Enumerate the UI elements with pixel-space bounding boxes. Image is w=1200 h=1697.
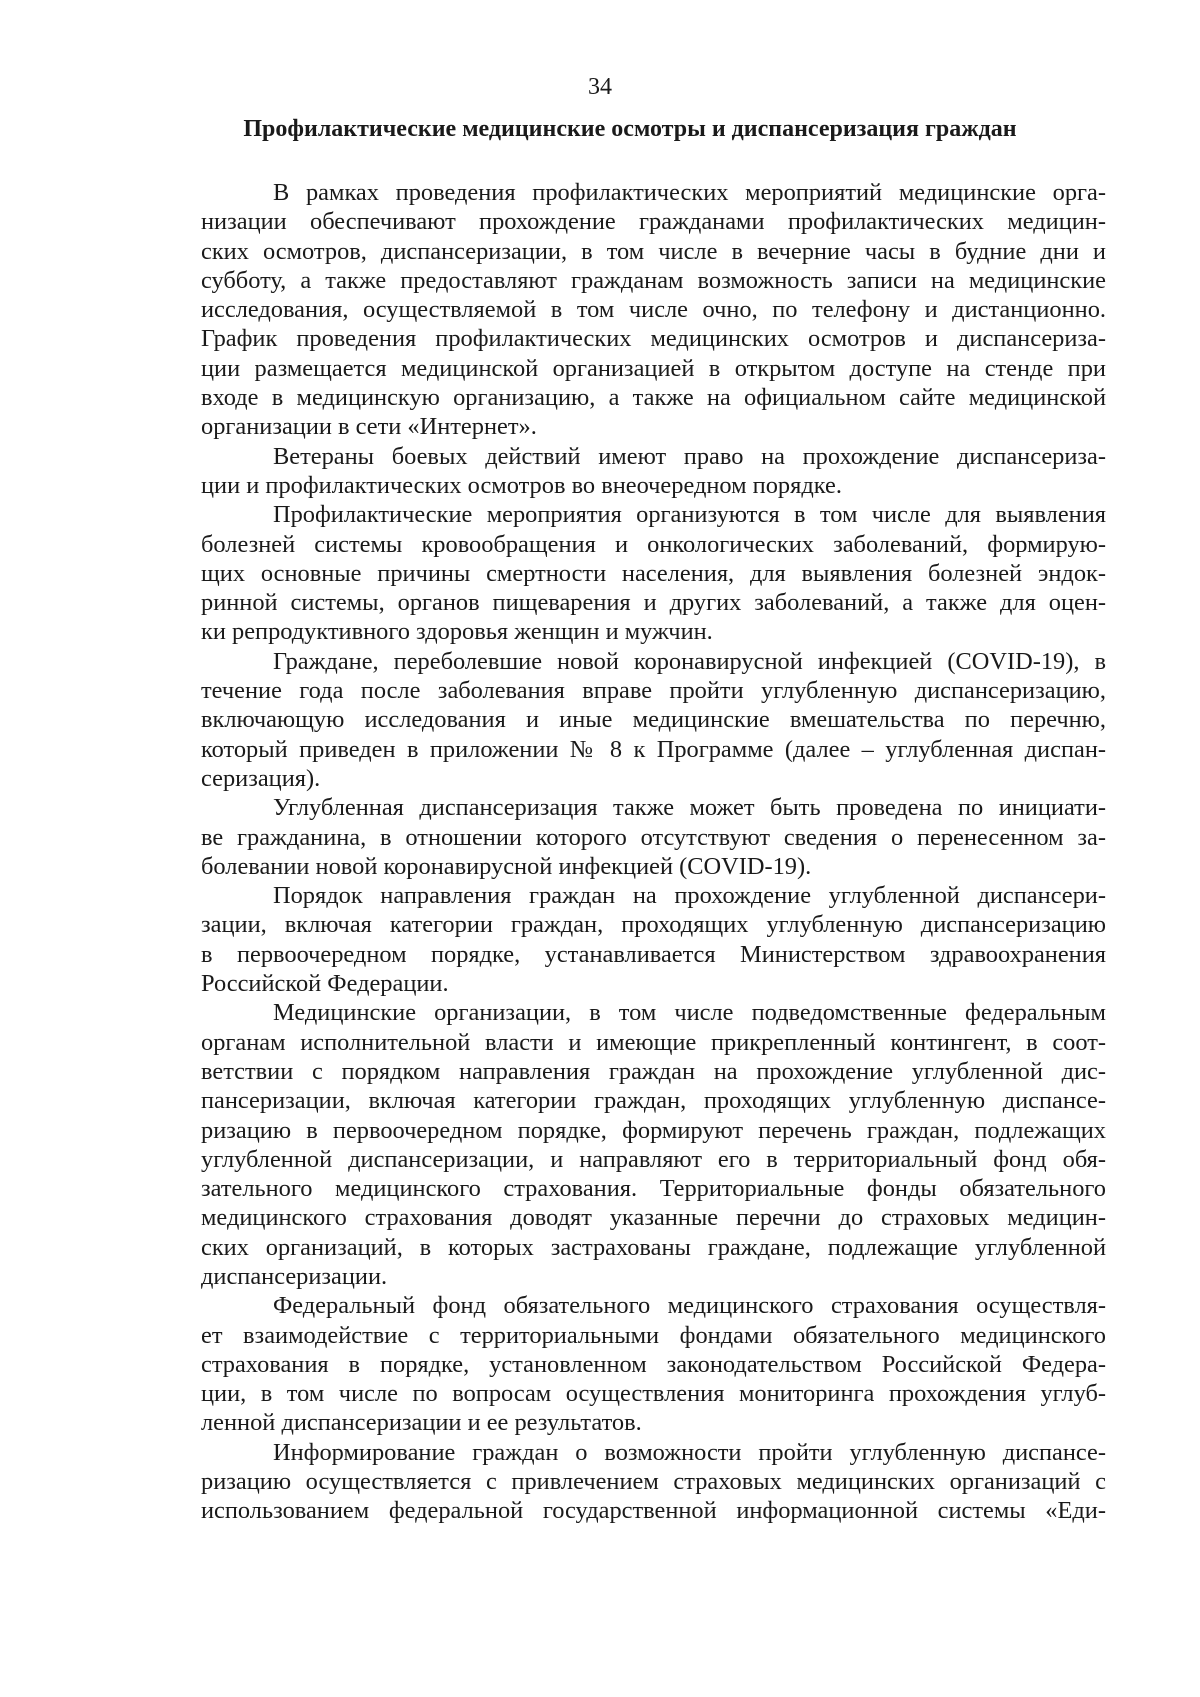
page-number: 34 — [588, 74, 612, 100]
paragraph — [201, 500, 1106, 646]
paragraph-line: ет взаимодействие с территориальными фондами обязательного медицинского — [201, 1321, 1106, 1349]
paragraph-line: ских организаций, в которых застрахованы граждане, подлежащие углубленной — [201, 1233, 1106, 1261]
paragraph — [201, 178, 1106, 442]
paragraph-line: зательного медицинского страхования. Территориальные фонды обязательного — [201, 1175, 1106, 1203]
paragraph — [201, 1438, 1106, 1526]
paragraph — [201, 647, 1106, 793]
paragraph-line: Углубленная диспансеризация также может быть проведена по инициати- — [273, 794, 1106, 822]
paragraph-line: ризацию в первоочередном порядке, формируют перечень граждан, подлежащих — [201, 1116, 1106, 1144]
paragraph-line: Российской Федерации. — [201, 970, 449, 998]
paragraph — [201, 998, 1106, 1291]
paragraph-line: субботу, а также предоставляют гражданам возможность записи на медицинские — [201, 266, 1106, 294]
paragraph-line: включающую исследования и иные медицинские вмешательства по перечню, — [201, 706, 1106, 734]
paragraph-line: ки репродуктивного здоровья женщин и мужчин. — [201, 618, 713, 646]
paragraph-line: ветствии с порядком направления граждан на прохождение углубленной дис- — [201, 1057, 1106, 1085]
paragraph — [201, 1291, 1106, 1437]
paragraph-line: организации в сети «Интернет». — [201, 413, 537, 441]
paragraph-line: Порядок направления граждан на прохождение углубленной диспансери- — [273, 882, 1106, 910]
paragraph-line: органам исполнительной власти и имеющие прикрепленный контингент, в соот- — [201, 1028, 1106, 1056]
paragraph-line: Информирование граждан о возможности пройти углубленную диспансе- — [273, 1438, 1106, 1466]
paragraph-line: щих основные причины смертности населения, для выявления болезней эндок- — [201, 559, 1106, 587]
paragraph-line: использованием федеральной государственной информационной системы «Еди- — [201, 1497, 1106, 1525]
paragraph-line: в первоочередном порядке, устанавливается Министерством здравоохранения — [201, 940, 1106, 968]
paragraph-line: серизация). — [201, 764, 321, 792]
paragraph-line: исследования, осуществляемой в том числе очно, по телефону и дистанционно. — [201, 296, 1106, 324]
paragraph-line: пансеризации, включая категории граждан, проходящих углубленную диспансе- — [201, 1087, 1106, 1115]
paragraph-line: Ветераны боевых действий имеют право на прохождение диспансериза- — [273, 442, 1106, 470]
paragraph-line: зации, включая категории граждан, проходящих углубленную диспансеризацию — [201, 911, 1106, 939]
paragraph-line: ции и профилактических осмотров во внеочередном порядке. — [201, 471, 842, 499]
paragraph-line: Федеральный фонд обязательного медицинского страхования осуществля- — [273, 1292, 1106, 1320]
paragraph-line: углубленной диспансеризации, и направляют его в территориальный фонд обя- — [201, 1145, 1106, 1173]
paragraph-line: ринной системы, органов пищеварения и других заболеваний, а также для оцен- — [201, 589, 1106, 617]
paragraph-line: ции размещается медицинской организацией в открытом доступе на стенде при — [201, 354, 1106, 382]
paragraph-line: Медицинские организации, в том числе подведомственные федеральным — [273, 999, 1106, 1027]
paragraph — [201, 881, 1106, 998]
paragraph-line: страхования в порядке, установленном законодательством Российской Федера- — [201, 1350, 1106, 1378]
paragraph-line: низации обеспечивают прохождение гражданами профилактических медицин- — [201, 208, 1106, 236]
paragraph-line: Граждане, переболевшие новой коронавирусной инфекцией (COVID-19), в — [273, 647, 1106, 675]
paragraph-line: ских осмотров, диспансеризации, в том числе в вечерние часы в будние дни и — [201, 237, 1106, 265]
paragraph-line: В рамках проведения профилактических мероприятий медицинские орга- — [273, 179, 1106, 206]
paragraph-line: Профилактические мероприятия организуются в том числе для выявления — [273, 501, 1106, 529]
paragraph-line: График проведения профилактических медицинских осмотров и диспансериза- — [201, 325, 1106, 353]
paragraph-line: ленной диспансеризации и ее результатов. — [201, 1409, 642, 1437]
paragraph — [201, 442, 1106, 501]
paragraph-line: медицинского страхования доводят указанные перечни до страховых медицин- — [201, 1204, 1106, 1232]
section-title: Профилактические медицинские осмотры и диспансеризация граждан — [243, 116, 1017, 142]
paragraph-line: входе в медицинскую организацию, а также на официальном сайте медицинской — [201, 384, 1106, 412]
paragraph-line: ве гражданина, в отношении которого отсутствуют сведения о перенесенном за- — [201, 823, 1106, 851]
paragraph-line: который приведен в приложении № 8 к Программе (далее – углубленная диспан- — [201, 735, 1106, 763]
paragraph — [201, 793, 1106, 881]
paragraph-line: течение года после заболевания вправе пройти углубленную диспансеризацию, — [201, 677, 1106, 705]
paragraph-line: болевании новой коронавирусной инфекцией (COVID-19). — [201, 852, 812, 880]
paragraph-line: ризацию осуществляется с привлечением страховых медицинских организаций с — [201, 1468, 1106, 1496]
paragraph-line: ции, в том числе по вопросам осуществления мониторинга прохождения углуб- — [201, 1380, 1106, 1408]
paragraph-line: диспансеризации. — [201, 1262, 388, 1290]
body-text — [201, 178, 1106, 1526]
paragraph-line: болезней системы кровообращения и онкологических заболеваний, формирую- — [201, 530, 1106, 558]
